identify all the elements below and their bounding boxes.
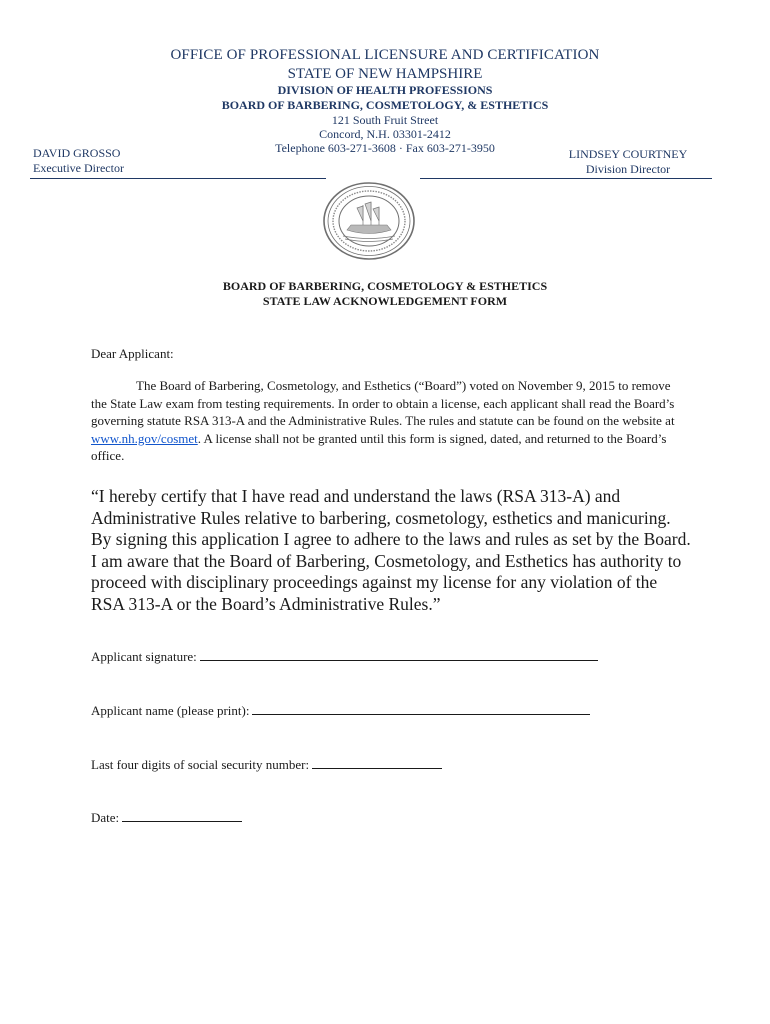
header-divider-right [420,178,712,179]
date-line[interactable] [122,809,242,822]
name-field [91,702,590,719]
executive-director-name: DAVID GROSSO [33,146,121,160]
header-divider-left [30,178,326,179]
salutation: Dear Applicant: [91,346,174,361]
address-city: Concord, N.H. 03301-2412 [319,127,451,141]
date-label: Date: [91,810,120,825]
division-director-name: LINDSEY COURTNEY [568,147,688,161]
division-title: DIVISION OF HEALTH PROFESSIONS [277,83,493,97]
division-director-title: Division Director [585,162,671,176]
instructions-paragraph [91,377,681,465]
certification-statement: “I hereby certify that I have read and understand the laws (RSA 313-A) and Administrative Rules relative to barbering, cosmetology, esthetics and manicuring. By signing this application I agree to adhere to the laws and rules as set by the Board. I am aware that the Board of Barbering, Cosmetology, and Esthetics has authority to proceed with disciplinary proceedings against my license for any violation of the RSA 313-A or the Board’s Administrative Rules.” [91,486,691,614]
instructions-text: The Board of Barbering, Cosmetology, and Esthetics (“Board”) voted on November 9, 2015 to remove the State Law exam from testing requirements. In order to obtain a license, each applicant shall read the Board’s governing statute RSA 313-A and the Administrative Rules. The rules and statute can be found on the website at [91,378,675,428]
form-title: BOARD OF BARBERING, COSMETOLOGY & ESTHETICS [222,279,548,293]
date-field [91,809,242,826]
executive-director-title: Executive Director [33,161,124,175]
form-subtitle: STATE LAW ACKNOWLEDGEMENT FORM [262,294,508,308]
contact-phone-fax: Telephone 603-271-3608 · Fax 603-271-3950 [275,141,495,155]
ssn-label: Last four digits of social security number: [91,757,310,772]
office-title: OFFICE OF PROFESSIONAL LICENSURE AND CERTIFICATION [170,47,600,63]
website-link[interactable]: www.nh.gov/cosmet [91,430,198,446]
board-title: BOARD OF BARBERING, COSMETOLOGY, & ESTHETICS [221,98,549,112]
state-title: STATE OF NEW HAMPSHIRE [287,66,483,82]
signature-line[interactable] [200,648,598,661]
signature-label: Applicant signature: [91,649,197,664]
name-line[interactable] [252,702,590,715]
signature-field [91,648,598,665]
ssn-line[interactable] [312,756,442,769]
ssn-field [91,756,442,773]
address-street: 121 South Fruit Street [331,113,439,127]
instructions-text-end: . A license shall not be granted until this form is signed, dated, and returned to the Board’s office. [91,430,667,463]
state-seal-icon [319,181,419,261]
name-label: Applicant name (please print): [91,703,250,718]
